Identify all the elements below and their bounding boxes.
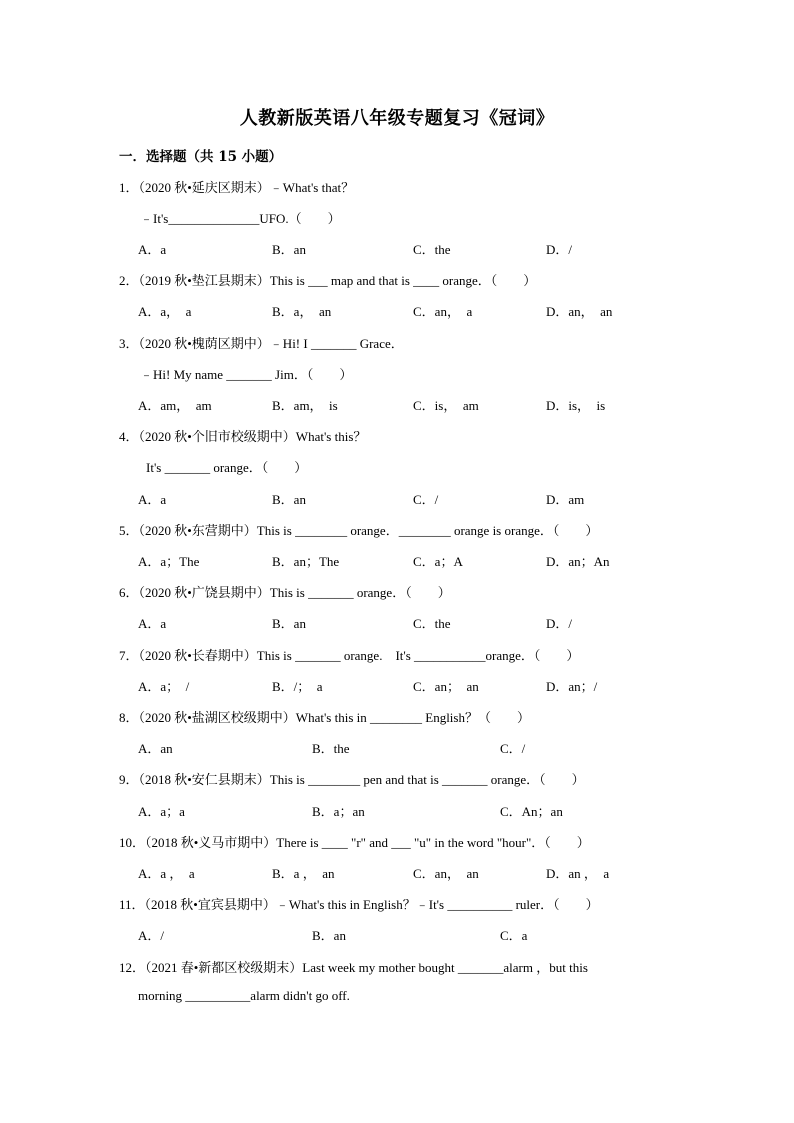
question-7-option-a: A．a； / [138, 679, 190, 694]
question-9-option-a: A．a；a [138, 804, 185, 819]
question-11-option-b: B．an [312, 928, 346, 943]
question-9-option-b: B．a；an [312, 804, 365, 819]
question-10-option-b: B．a ， an [272, 866, 335, 881]
question-6-option-c: C．the [413, 616, 451, 631]
question-6-option-d: D．/ [546, 616, 573, 631]
question-6-stem: 6．（2020 秋•广饶县期中）This is _______ orange．（ ） [119, 585, 451, 600]
question-2-option-b: B．a， an [272, 304, 332, 319]
page-title: 人教新版英语八年级专题复习《冠词》 [239, 108, 555, 129]
question-12-line-2: morning __________alarm didn't go off. [138, 988, 350, 1003]
question-3-line-2: ﹣Hi! My name _______ Jim．（ ） [140, 367, 353, 382]
question-5-option-b: B．an；The [272, 554, 340, 569]
question-5-option-a: A．a；The [138, 554, 200, 569]
question-1-option-c: C．the [413, 242, 451, 257]
question-10-stem: 10．（2018 秋•义马市期中）There is ____ "r" and ___ "u" in the word "hour"．（ ） [119, 835, 590, 850]
question-1-stem: 1．（2020 秋•延庆区期末）﹣What's that？ [119, 180, 355, 195]
question-8-option-a: A．an [138, 741, 173, 756]
question-1-option-b: B．an [272, 242, 306, 257]
question-3-option-c: C．is， am [413, 398, 479, 413]
question-10-option-a: A．a ， a [138, 866, 195, 881]
question-9-stem: 9．（2018 秋•安仁县期末）This is ________ pen and that is _______ orange．（ ） [119, 772, 585, 787]
question-7-stem: 7．（2020 秋•长春期中）This is _______ orange. It's ___________orange．（ ） [119, 648, 580, 663]
question-3-option-a: A．am， am [138, 398, 212, 413]
question-4-line-2: It's _______ orange．（ ） [146, 460, 308, 475]
question-7-option-d: D．an；/ [546, 679, 598, 694]
question-2-stem: 2．（2019 秋•垫江县期末）This is ___ map and that is ____ orange．（ ） [119, 273, 537, 288]
question-11-option-a: A．/ [138, 928, 165, 943]
question-4-option-d: D．am [546, 492, 585, 507]
question-2-option-a: A．a， a [138, 304, 192, 319]
question-4-option-b: B．an [272, 492, 306, 507]
question-5-option-d: D．an；An [546, 554, 610, 569]
question-12-stem: 12．（2021 春•新都区校级期末）Last week my mother bought _______alarm ，but this [119, 960, 588, 975]
question-8-option-c: C．/ [500, 741, 526, 756]
question-11-option-c: C．a [500, 928, 528, 943]
question-8-stem: 8．（2020 秋•盐湖区校级期中）What's this in ________ English？（ ） [119, 710, 530, 725]
question-4-option-c: C．/ [413, 492, 439, 507]
question-9-option-c: C．An；an [500, 804, 563, 819]
question-3-option-d: D．is， is [546, 398, 606, 413]
question-10-option-d: D．an ， a [546, 866, 610, 881]
question-2-option-c: C．an， a [413, 304, 473, 319]
question-6-option-a: A．a [138, 616, 167, 631]
question-4-option-a: A．a [138, 492, 167, 507]
question-1-option-a: A．a [138, 242, 167, 257]
question-11-stem: 11．（2018 秋•宜宾县期中）﹣What's this in English？﹣It's __________ ruler．（ ） [119, 897, 599, 912]
question-3-stem: 3．（2020 秋•槐荫区期中）﹣Hi! I _______ Grace． [119, 336, 404, 351]
question-6-option-b: B．an [272, 616, 306, 631]
question-1-line-2: ﹣It's______________UFO.（ ） [140, 211, 341, 226]
question-5-option-c: C．a；A [413, 554, 463, 569]
question-2-option-d: D．an， an [546, 304, 613, 319]
question-1-option-d: D．/ [546, 242, 573, 257]
question-10-option-c: C．an， an [413, 866, 479, 881]
question-4-stem: 4．（2020 秋•个旧市校级期中）What's this？ [119, 429, 367, 444]
section-heading: 一．选择题（共 15 小题） [119, 149, 283, 165]
question-7-option-b: B．/； a [272, 679, 323, 694]
question-5-stem: 5．（2020 秋•东营期中）This is ________ orange．________ orange is orange．（ ） [119, 523, 599, 538]
question-7-option-c: C．an； an [413, 679, 479, 694]
question-3-option-b: B．am， is [272, 398, 338, 413]
question-8-option-b: B．the [312, 741, 350, 756]
